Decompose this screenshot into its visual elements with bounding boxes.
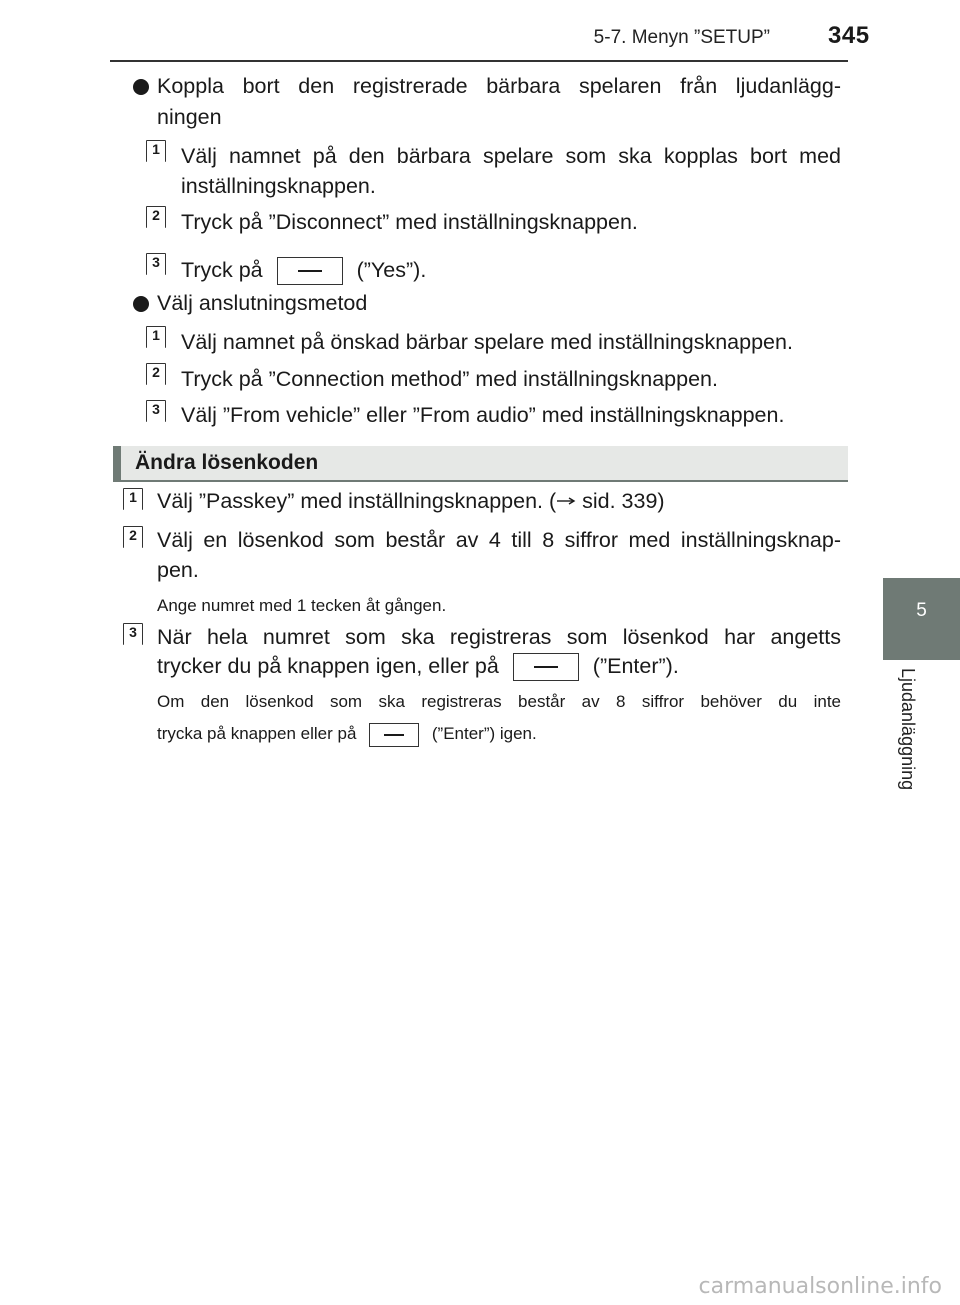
passkey-step2-line1: Välj en lösenkod som består av 4 till 8 siffror med inställningsknap- [157, 528, 841, 552]
step-number-badge: 3 [146, 253, 166, 275]
connection-title: Välj anslutningsmetod [157, 291, 368, 315]
passkey-step3-line2 [157, 651, 679, 681]
step-number-badge: 2 [146, 206, 166, 228]
section-divider [113, 480, 848, 482]
step-number-badge: 1 [146, 140, 166, 162]
yes-button-icon [277, 257, 343, 285]
chapter-tab [883, 578, 960, 660]
connection-step1: Välj namnet på önskad bärbar spelare med inställningsknappen. [181, 330, 793, 354]
connection-step2: Tryck på ”Connection method” med inställningsknappen. [181, 367, 718, 391]
section-title: Ändra lösenkoden [135, 451, 319, 474]
step-number-badge: 2 [146, 363, 166, 385]
chapter-label-text: Ljudanläggning [898, 668, 918, 791]
section-heading: 5-7. Menyn ”SETUP” [593, 27, 770, 48]
passkey-note2-line1: Om den lösenkod som ska registreras består av 8 siffror behöver du inte [157, 692, 841, 711]
disconnect-step3 [181, 255, 426, 285]
page-number: 345 [828, 22, 870, 49]
enter-button-icon [369, 723, 419, 747]
passkey-note2-line2-post: (”Enter”) igen. [431, 724, 537, 743]
bullet-icon [133, 79, 149, 95]
header-divider [110, 60, 848, 62]
disconnect-step3-pre: Tryck på [181, 258, 263, 282]
passkey-step2-line2: pen. [157, 558, 199, 582]
arrow-right-icon [556, 484, 576, 514]
disconnect-step1-line2: inställningsknappen. [181, 174, 376, 198]
passkey-note2-line2 [157, 719, 537, 749]
page-header [0, 0, 960, 64]
step-number-badge: 1 [146, 326, 166, 348]
step-number-badge: 2 [123, 526, 143, 548]
page-reference-link[interactable]: sid. 339) [582, 489, 665, 513]
passkey-step1 [157, 486, 665, 516]
step-number-badge: 3 [146, 400, 166, 422]
bullet-icon [133, 296, 149, 312]
chapter-number: 5 [916, 600, 927, 621]
watermark: carmanualsonline.info [698, 1274, 942, 1299]
disconnect-title-line1: Koppla bort den registrerade bärbara spelaren från ljudanlägg- [157, 74, 841, 98]
section-heading-bar [113, 446, 848, 480]
disconnect-step3-post: (”Yes”). [356, 258, 427, 282]
enter-button-icon [513, 653, 579, 681]
passkey-note1: Ange numret med 1 tecken åt gången. [157, 596, 447, 615]
step-number-badge: 1 [123, 488, 143, 510]
passkey-step3-line2-post: (”Enter”). [592, 654, 679, 678]
disconnect-step2: Tryck på ”Disconnect” med inställningsknappen. [181, 210, 638, 234]
connection-step3: Välj ”From vehicle” eller ”From audio” med inställningsknappen. [181, 403, 785, 427]
disconnect-title-line2: ningen [157, 105, 222, 129]
disconnect-step1-line1: Välj namnet på den bärbara spelare som ska kopplas bort med [181, 144, 841, 168]
passkey-note2-line2-pre: trycka på knappen eller på [157, 724, 357, 743]
chapter-label [896, 668, 922, 818]
passkey-step1-text: Välj ”Passkey” med inställningsknappen. ( [157, 489, 557, 513]
step-number-badge: 3 [123, 623, 143, 645]
passkey-step3-line2-pre: trycker du på knappen igen, eller på [157, 654, 499, 678]
passkey-step3-line1: När hela numret som ska registreras som lösenkod har angetts [157, 625, 841, 649]
